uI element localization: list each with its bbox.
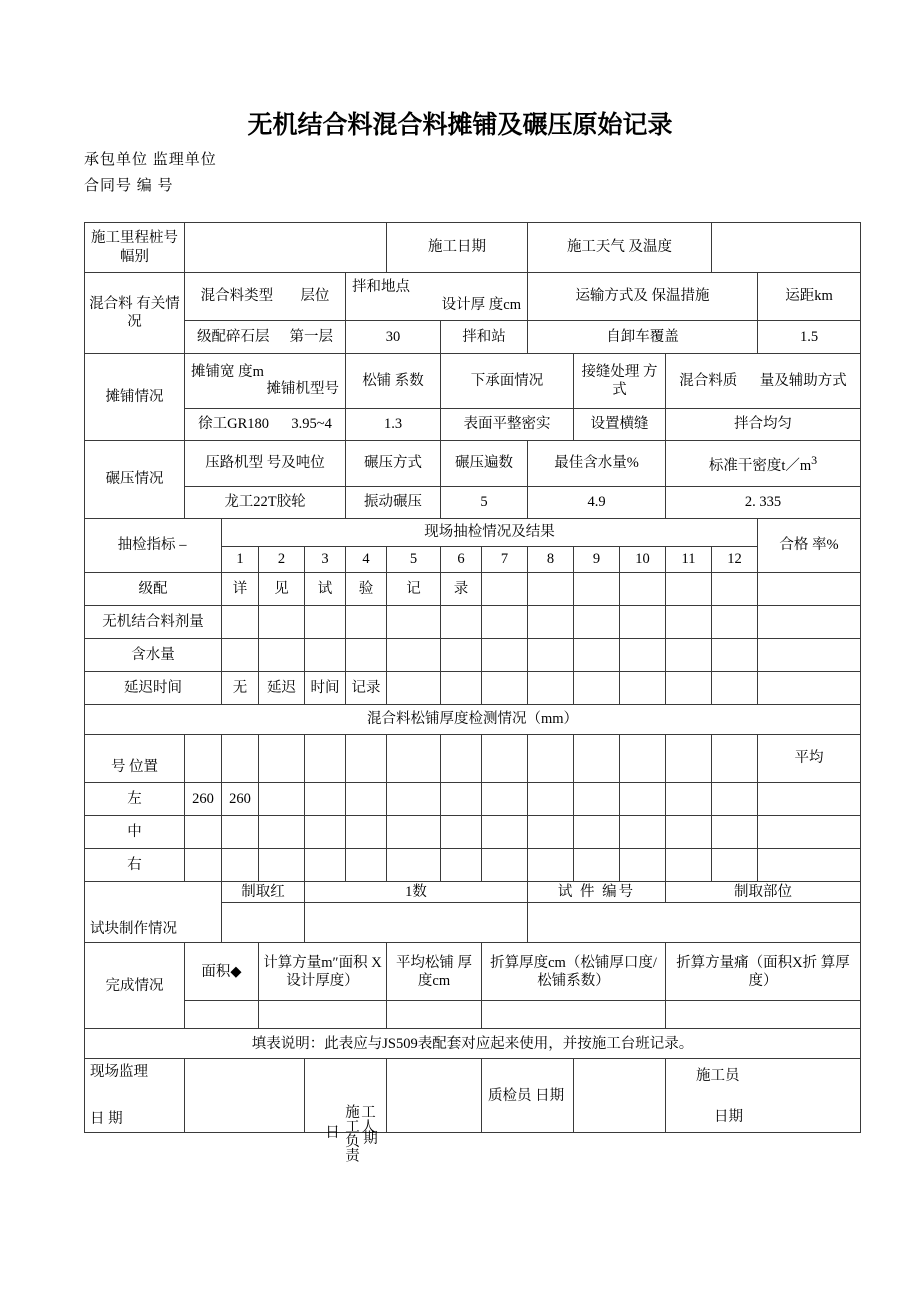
label-construction-date: 施工日期 — [387, 223, 528, 273]
inspection-col-12: 12 — [712, 547, 758, 573]
label-pass-rate: 合格 率% — [758, 519, 861, 573]
quality-inspector-text: 质检员 日期 — [488, 1087, 565, 1104]
header-area: 面积◆ — [185, 943, 259, 1001]
header-contractor-supervisor: 承包单位 监理单位 — [84, 152, 217, 168]
header-subbase-condition: 下承面情况 — [441, 354, 574, 409]
label-mixture-section: 混合料 有关情况 — [85, 273, 185, 354]
value-mixture-type-layer — [185, 321, 346, 354]
converted-thickness-text: 折算厚度cm（松铺厚口度/松铺系数） — [490, 954, 657, 989]
label-site-supervisor — [85, 1059, 185, 1133]
thickness-mid-average[interactable] — [758, 816, 861, 849]
thickness-mid-cell-11[interactable] — [620, 816, 666, 849]
thickness-head-3 — [259, 735, 305, 783]
delay-cell-10[interactable] — [620, 672, 666, 705]
value-mixture-type[interactable]: 级配碎石层 — [197, 328, 270, 345]
delay-cell-3[interactable]: 时间 — [305, 672, 346, 705]
gradation-cell-6[interactable]: 录 — [441, 573, 482, 606]
value-mixture-layer[interactable]: 第一层 — [289, 328, 333, 345]
binder-cell-1[interactable] — [222, 606, 259, 639]
label-construction-foreman — [305, 1059, 387, 1162]
header-transport-method: 运输方式及 保温措施 — [528, 273, 758, 321]
header-standard-density: 标准干密度$t/m^3$ — [666, 441, 861, 487]
binder-cell-8[interactable] — [528, 606, 574, 639]
label-delay-time: 延迟时间 — [85, 672, 222, 705]
gradation-cell-7[interactable] — [482, 573, 528, 606]
value-average-loose-thickness[interactable] — [387, 1001, 482, 1029]
inspection-col-4: 4 — [346, 547, 387, 573]
thickness-left-cell-11[interactable] — [620, 783, 666, 816]
thickness-head-2 — [222, 735, 259, 783]
label-gradation: 级配 — [85, 573, 222, 606]
thickness-left-cell-6[interactable] — [387, 783, 441, 816]
inspection-col-11: 11 — [666, 547, 712, 573]
table-row — [85, 816, 861, 849]
inspection-col-5: 5 — [387, 547, 441, 573]
value-transport-method[interactable]: 自卸车覆盖 — [528, 321, 758, 354]
gradation-cell-1[interactable]: 详 — [222, 573, 259, 606]
header-mixing-site: 拌和地点 — [352, 279, 410, 296]
thickness-right-cell-1[interactable] — [185, 849, 222, 882]
thickness-right-cell-7[interactable] — [441, 849, 482, 882]
row-paving-header — [85, 354, 861, 409]
moisture-cell-2[interactable] — [259, 639, 305, 672]
delay-cell-11[interactable] — [666, 672, 712, 705]
inspection-col-1: 1 — [222, 547, 259, 573]
thickness-mid-cell-1[interactable] — [185, 816, 222, 849]
value-paver-model[interactable]: 徐工GR180 — [198, 416, 270, 433]
delay-cell-5[interactable] — [387, 672, 441, 705]
position-number-text: 号 位置 — [110, 758, 159, 775]
value-area[interactable] — [185, 1001, 259, 1029]
header-specimen-id: 试 件 编号 — [528, 882, 666, 903]
header-mixture-quality-left: 混合料质 — [679, 372, 738, 389]
header-paver-model: 摊铺机型号 — [266, 381, 339, 397]
value-loose-coefficient[interactable]: 1.3 — [346, 409, 441, 441]
thickness-left-average[interactable] — [758, 783, 861, 816]
foreman-vertical-label-a: 施工负责 — [343, 1103, 359, 1162]
value-calculated-volume[interactable] — [259, 1001, 387, 1029]
site-supervisor-text: 现场监理 — [90, 1064, 148, 1081]
inspection-col-10: 10 — [620, 547, 666, 573]
binder-cell-4[interactable] — [346, 606, 387, 639]
value-site-supervisor[interactable] — [185, 1059, 305, 1133]
thickness-right-cell-10[interactable] — [574, 849, 620, 882]
thickness-right-cell-13[interactable] — [712, 849, 758, 882]
construction-worker-text: 施工员 — [696, 1068, 740, 1085]
thickness-left-cell-4[interactable] — [305, 783, 346, 816]
row-thickness-banner — [85, 705, 861, 735]
thickness-right-cell-4[interactable] — [305, 849, 346, 882]
row-form-note — [85, 1029, 861, 1059]
delay-cell-1[interactable]: 无 — [222, 672, 259, 705]
delay-pass-rate[interactable] — [758, 672, 861, 705]
value-converted-thickness[interactable] — [482, 1001, 666, 1029]
thickness-right-cell-6[interactable] — [387, 849, 441, 882]
inspection-col-7: 7 — [482, 547, 528, 573]
row-completion-values — [85, 1001, 861, 1029]
value-specimen-count[interactable] — [222, 903, 305, 943]
label-paving-section: 摊铺情况 — [85, 354, 185, 441]
value-compaction-method[interactable]: 振动碾压 — [346, 487, 441, 519]
record-form-table — [84, 222, 861, 1162]
moisture-pass-rate[interactable] — [758, 639, 861, 672]
moisture-cell-6[interactable] — [441, 639, 482, 672]
inspection-col-8: 8 — [528, 547, 574, 573]
header-haul-distance: 运距km — [758, 273, 861, 321]
thickness-mid-cell-8[interactable] — [482, 816, 528, 849]
label-position-middle: 中 — [85, 816, 185, 849]
binder-cell-10[interactable] — [620, 606, 666, 639]
label-quality-inspector — [482, 1059, 574, 1133]
thickness-head-6 — [387, 735, 441, 783]
delay-cell-12[interactable] — [712, 672, 758, 705]
row-compaction-values — [85, 487, 861, 519]
thickness-left-cell-8[interactable] — [482, 783, 528, 816]
binder-cell-6[interactable] — [441, 606, 482, 639]
header-mixture-layer: 层位 — [300, 288, 330, 305]
label-position-left: 左 — [85, 783, 185, 816]
header-paver-and-width — [185, 354, 346, 409]
gradation-pass-rate[interactable] — [758, 573, 861, 606]
row-compaction-header — [85, 441, 861, 487]
thickness-left-cell-12[interactable] — [666, 783, 712, 816]
value-standard-density[interactable]: 2. 335 — [666, 487, 861, 519]
value-haul-distance[interactable]: 1.5 — [758, 321, 861, 354]
delay-cell-9[interactable] — [574, 672, 620, 705]
value-paving-width[interactable]: 3.95~4 — [291, 416, 332, 433]
calculated-volume-text: 计算方量m″面积 X设计厚度） — [263, 954, 382, 989]
row-mixture-values — [85, 321, 861, 354]
thickness-head-10 — [574, 735, 620, 783]
value-paver-and-width — [185, 409, 346, 441]
thickness-mid-cell-3[interactable] — [259, 816, 305, 849]
thickness-mid-cell-2[interactable] — [222, 816, 259, 849]
inspection-col-3: 3 — [305, 547, 346, 573]
moisture-cell-1[interactable] — [222, 639, 259, 672]
header-mixture-type: 混合料类型 — [200, 288, 274, 305]
header-specimen-count-right — [305, 882, 528, 903]
inspection-index-text: 抽检指标 — [117, 537, 176, 554]
binder-cell-3[interactable] — [305, 606, 346, 639]
thickness-mid-cell-9[interactable] — [528, 816, 574, 849]
value-station-number[interactable] — [185, 223, 387, 273]
header-loose-coefficient: 松铺 系数 — [346, 354, 441, 409]
thickness-mid-cell-4[interactable] — [305, 816, 346, 849]
moisture-cell-4[interactable] — [346, 639, 387, 672]
table-row — [85, 849, 861, 882]
label-construction-worker — [666, 1059, 861, 1133]
gradation-cell-8[interactable] — [528, 573, 574, 606]
thickness-left-cell-7[interactable] — [441, 783, 482, 816]
moisture-cell-3[interactable] — [305, 639, 346, 672]
thickness-right-cell-12[interactable] — [666, 849, 712, 882]
moisture-cell-9[interactable] — [574, 639, 620, 672]
value-optimum-moisture[interactable]: 4.9 — [528, 487, 666, 519]
delay-cell-4[interactable]: 记录 — [346, 672, 387, 705]
gradation-cell-11[interactable] — [666, 573, 712, 606]
binder-cell-2[interactable] — [259, 606, 305, 639]
label-weather-temp: 施工天气 及温度 — [528, 223, 712, 273]
header-roller-model: 压路机型 号及吨位 — [185, 441, 346, 487]
density-unit-exponent: 3 — [811, 452, 818, 467]
page-title: 无机结合料混合料摊铺及碾压原始记录 — [247, 110, 673, 139]
table-row — [85, 606, 861, 639]
inspection-index-dash: – — [179, 537, 189, 554]
thickness-mid-cell-7[interactable] — [441, 816, 482, 849]
binder-cell-11[interactable] — [666, 606, 712, 639]
moisture-cell-10[interactable] — [620, 639, 666, 672]
thickness-left-cell-2[interactable]: 260 — [222, 783, 259, 816]
thickness-head-7 — [441, 735, 482, 783]
binder-cell-5[interactable] — [387, 606, 441, 639]
label-compaction-section: 碾压情况 — [85, 441, 185, 519]
thickness-mid-cell-13[interactable] — [712, 816, 758, 849]
thickness-head-5 — [346, 735, 387, 783]
moisture-cell-8[interactable] — [528, 639, 574, 672]
header-compaction-method: 碾压方式 — [346, 441, 441, 487]
thickness-right-average[interactable] — [758, 849, 861, 882]
thickness-right-cell-2[interactable] — [222, 849, 259, 882]
table-row — [85, 573, 861, 606]
value-quality-inspector[interactable] — [574, 1059, 666, 1133]
label-thickness-average: 平均 — [758, 735, 861, 783]
thickness-head-11 — [620, 735, 666, 783]
value-design-thickness[interactable]: 30 — [346, 321, 441, 354]
value-subbase-condition[interactable]: 表面平整密实 — [441, 409, 574, 441]
binder-pass-rate[interactable] — [758, 606, 861, 639]
specimen-section-text: 试块制作情况 — [90, 921, 177, 937]
thickness-mid-cell-10[interactable] — [574, 816, 620, 849]
inspection-col-9: 9 — [574, 547, 620, 573]
thickness-mid-cell-6[interactable] — [387, 816, 441, 849]
row-signature-block — [85, 1059, 861, 1133]
row-completion-header — [85, 943, 861, 1001]
header-design-thickness: 设计厚 度cm — [441, 296, 521, 313]
thickness-head-12 — [666, 735, 712, 783]
header-mixture-quality-right: 量及辅助方式 — [759, 372, 847, 389]
label-inspection-index — [85, 519, 222, 573]
value-compaction-passes[interactable]: 5 — [441, 487, 528, 519]
thickness-head-4 — [305, 735, 346, 783]
table-row — [85, 672, 861, 705]
header-converted-thickness — [482, 943, 666, 1001]
construction-worker-date-text: 日期 — [714, 1109, 743, 1125]
header-compaction-passes: 碾压遍数 — [441, 441, 528, 487]
thickness-right-cell-9[interactable] — [528, 849, 574, 882]
value-mixing-site[interactable]: 拌和站 — [441, 321, 528, 354]
thickness-left-cell-13[interactable] — [712, 783, 758, 816]
row-thickness-position-header — [85, 735, 861, 783]
delay-cell-7[interactable] — [482, 672, 528, 705]
gradation-cell-2[interactable]: 见 — [259, 573, 305, 606]
header-calculated-volume — [259, 943, 387, 1001]
thickness-left-cell-1[interactable]: 260 — [185, 783, 222, 816]
inspection-col-2: 2 — [259, 547, 305, 573]
foreman-vertical-label-c: 日 — [323, 1123, 339, 1139]
row-basic-info — [85, 223, 861, 273]
header-contract-number: 合同号 编 号 — [84, 178, 174, 194]
header-converted-volume — [666, 943, 861, 1001]
site-supervisor-date-text: 日 期 — [90, 1111, 123, 1127]
banner-onsite-inspection: 现场抽检情况及结果 — [222, 519, 758, 547]
label-station-number: 施工里程桩号幅别 — [85, 223, 185, 273]
row-mixture-header — [85, 273, 861, 321]
thickness-left-cell-3[interactable] — [259, 783, 305, 816]
header-average-loose-thickness: 平均松铺 厚度cm — [387, 943, 482, 1001]
thickness-mid-cell-12[interactable] — [666, 816, 712, 849]
thickness-head-8 — [482, 735, 528, 783]
thickness-left-cell-5[interactable] — [346, 783, 387, 816]
thickness-right-cell-8[interactable] — [482, 849, 528, 882]
header-mixture-type-layer — [185, 273, 346, 321]
table-row — [85, 783, 861, 816]
header-thickness-and-site — [346, 273, 528, 321]
moisture-cell-5[interactable] — [387, 639, 441, 672]
banner-loose-thickness-check: 混合料松铺厚度检测情况（mm） — [85, 705, 861, 735]
moisture-cell-11[interactable] — [666, 639, 712, 672]
header-paving-width: 摊铺宽 度m — [191, 363, 264, 380]
gradation-cell-12[interactable] — [712, 573, 758, 606]
header-optimum-moisture: 最佳含水量% — [528, 441, 666, 487]
thickness-left-cell-9[interactable] — [528, 783, 574, 816]
thickness-right-cell-3[interactable] — [259, 849, 305, 882]
header-specimen-count-left: 制取红 — [222, 882, 305, 903]
header-specimen-location: 制取部位 — [666, 882, 861, 903]
thickness-right-cell-5[interactable] — [346, 849, 387, 882]
delay-cell-2[interactable]: 延迟 — [259, 672, 305, 705]
value-converted-volume[interactable] — [666, 1001, 861, 1029]
converted-volume-text: 折算方量痛（面积X折 算厚度） — [676, 954, 850, 989]
row-paving-values — [85, 409, 861, 441]
label-position-right: 右 — [85, 849, 185, 882]
gradation-cell-5[interactable]: 记 — [387, 573, 441, 606]
row-inspection-banner — [85, 519, 861, 547]
label-binder-dosage: 无机结合料剂量 — [85, 606, 222, 639]
moisture-cell-12[interactable] — [712, 639, 758, 672]
delay-cell-8[interactable] — [528, 672, 574, 705]
label-position-number — [85, 735, 185, 783]
value-construction-foreman[interactable] — [387, 1059, 482, 1133]
value-weather-temp[interactable] — [712, 223, 861, 273]
moisture-cell-7[interactable] — [482, 639, 528, 672]
thickness-mid-cell-5[interactable] — [346, 816, 387, 849]
inspection-col-6: 6 — [441, 547, 482, 573]
value-roller-model[interactable]: 龙工22T胶轮 — [185, 487, 346, 519]
gradation-cell-4[interactable]: 验 — [346, 573, 387, 606]
form-note: 填表说明：此表应与JS509表配套对应起来使用，并按施工台班记录。 — [85, 1029, 861, 1059]
delay-cell-6[interactable] — [441, 672, 482, 705]
foreman-vertical-label-b: 工人 — [359, 1103, 375, 1133]
gradation-cell-3[interactable]: 试 — [305, 573, 346, 606]
table-row — [85, 639, 861, 672]
value-specimen-id[interactable] — [305, 903, 528, 943]
gradation-cell-9[interactable] — [574, 573, 620, 606]
label-specimen-section — [85, 882, 222, 943]
thickness-right-cell-11[interactable] — [620, 849, 666, 882]
value-specimen-location[interactable] — [528, 903, 861, 943]
binder-cell-12[interactable] — [712, 606, 758, 639]
label-completion-section: 完成情况 — [85, 943, 185, 1029]
thickness-head-9 — [528, 735, 574, 783]
foreman-vertical-label-d: 期 — [361, 1129, 377, 1145]
thickness-head-13 — [712, 735, 758, 783]
header-mixture-quality — [666, 354, 861, 409]
row-specimen-header — [85, 882, 861, 903]
header-joint-treatment: 接缝处理 方式 — [574, 354, 666, 409]
label-moisture-content: 含水量 — [85, 639, 222, 672]
binder-cell-9[interactable] — [574, 606, 620, 639]
binder-cell-7[interactable] — [482, 606, 528, 639]
specimen-count-suffix: 1数 — [405, 884, 427, 900]
gradation-cell-10[interactable] — [620, 573, 666, 606]
value-joint-treatment[interactable]: 设置横缝 — [574, 409, 666, 441]
thickness-left-cell-10[interactable] — [574, 783, 620, 816]
value-mixture-quality[interactable]: 拌合均匀 — [666, 409, 861, 441]
thickness-head-1 — [185, 735, 222, 783]
